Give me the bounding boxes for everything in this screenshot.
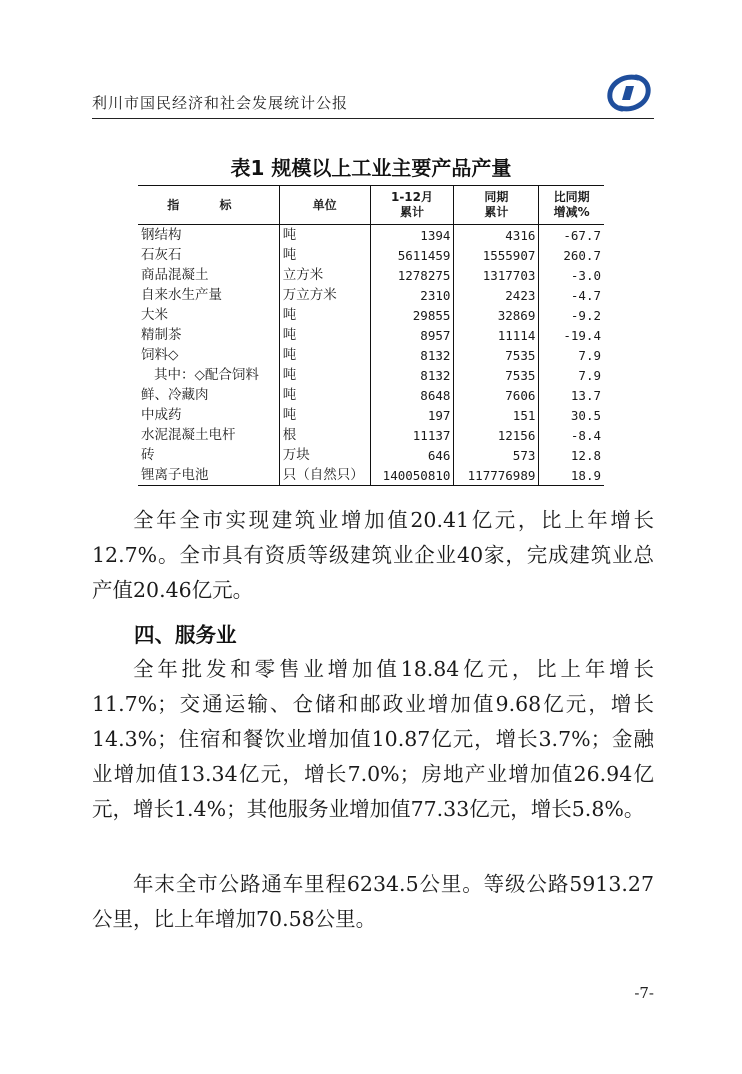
table-row — [138, 305, 604, 325]
cell-prior: 11114 — [454, 325, 539, 345]
cell-current: 140050810 — [370, 465, 454, 486]
table-row — [138, 325, 604, 345]
cell-current: 1394 — [370, 225, 454, 246]
cell-prior: 7535 — [454, 345, 539, 365]
cell-change: 7.9 — [539, 345, 604, 365]
table-row — [138, 465, 604, 486]
cell-prior: 1555907 — [454, 245, 539, 265]
table-row — [138, 405, 604, 425]
cell-unit: 吨 — [279, 325, 370, 345]
table-title: 表1 规模以上工业主要产品产量 — [230, 156, 512, 180]
cell-prior: 32869 — [454, 305, 539, 325]
table-row — [138, 345, 604, 365]
statistics-bureau-logo-icon — [604, 72, 654, 114]
column-header-change: 比同期 增减% — [539, 186, 604, 225]
table-header-row — [138, 186, 604, 225]
cell-change: 260.7 — [539, 245, 604, 265]
cell-indicator: 砖 — [141, 446, 155, 463]
cell-unit: 吨 — [279, 225, 370, 246]
cell-change: -9.2 — [539, 305, 604, 325]
roads-paragraph: 年末全市公路通车里程6234.5公里。等级公路5913.27公里，比上年增加70.58公里。 — [92, 872, 654, 931]
cell-unit: 吨 — [279, 305, 370, 325]
cell-change: -3.0 — [539, 265, 604, 285]
cell-prior: 1317703 — [454, 265, 539, 285]
header-rule — [92, 118, 654, 119]
cell-indicator: 中成药 — [141, 406, 182, 423]
page-number: -7- — [634, 984, 654, 1002]
cell-current: 8132 — [370, 365, 454, 385]
cell-prior: 117776989 — [454, 465, 539, 486]
cell-prior: 7606 — [454, 385, 539, 405]
table-row — [138, 365, 604, 385]
column-header-unit: 单位 — [279, 186, 370, 225]
report-title: 利川市国民经济和社会发展统计公报 — [92, 94, 349, 112]
cell-change: -4.7 — [539, 285, 604, 305]
cell-indicator: 饲料◇ — [141, 346, 179, 363]
cell-indicator: 水泥混凝土电杆 — [141, 426, 236, 443]
cell-change: -19.4 — [539, 325, 604, 345]
cell-indicator: 鲜、冷藏肉 — [141, 386, 209, 403]
cell-current: 8132 — [370, 345, 454, 365]
cell-unit: 万块 — [279, 445, 370, 465]
cell-change: -8.4 — [539, 425, 604, 445]
cell-unit: 吨 — [279, 345, 370, 365]
cell-prior: 2423 — [454, 285, 539, 305]
cell-change: 13.7 — [539, 385, 604, 405]
cell-prior: 151 — [454, 405, 539, 425]
production-table — [138, 185, 604, 486]
report-header — [92, 86, 654, 118]
cell-change: 7.9 — [539, 365, 604, 385]
cell-indicator: 精制茶 — [141, 326, 182, 343]
table-row — [138, 245, 604, 265]
cell-unit: 吨 — [279, 385, 370, 405]
column-header-indicator: 指 标 — [138, 186, 279, 225]
cell-unit: 吨 — [279, 405, 370, 425]
table-row — [138, 445, 604, 465]
cell-change: 12.8 — [539, 445, 604, 465]
table-row — [138, 285, 604, 305]
cell-change: 18.9 — [539, 465, 604, 486]
cell-indicator: 大米 — [141, 306, 168, 323]
section-heading-services: 四、服务业 — [134, 623, 237, 647]
table-row — [138, 265, 604, 285]
services-paragraph: 全年批发和零售业增加值18.84亿元，比上年增长11.7%；交通运输、仓储和邮政业增加值9.68亿元，增长14.3%；住宿和餐饮业增加值10.87亿元，增长3.7%；金融业增加值13.34亿元，增长7.0%；房地产业增加值26.94亿元，增长1.4%；其他服务业增加值77.33亿元，增长5.8%。 — [92, 657, 654, 821]
cell-change: -67.7 — [539, 225, 604, 246]
cell-indicator: 自来水生产量 — [141, 286, 222, 303]
cell-unit: 立方米 — [279, 265, 370, 285]
table-row — [138, 225, 604, 246]
table-body — [138, 225, 604, 486]
cell-change: 30.5 — [539, 405, 604, 425]
cell-prior: 7535 — [454, 365, 539, 385]
cell-unit: 万立方米 — [279, 285, 370, 305]
cell-indicator: 石灰石 — [141, 246, 182, 263]
cell-unit: 只（自然只） — [279, 465, 370, 486]
table-row — [138, 385, 604, 405]
cell-prior: 573 — [454, 445, 539, 465]
cell-current: 11137 — [370, 425, 454, 445]
cell-current: 646 — [370, 445, 454, 465]
cell-unit: 根 — [279, 425, 370, 445]
column-header-current: 1-12月 累计 — [370, 186, 454, 225]
cell-current: 8957 — [370, 325, 454, 345]
cell-current: 8648 — [370, 385, 454, 405]
cell-current: 1278275 — [370, 265, 454, 285]
cell-indicator: 锂离子电池 — [138, 465, 279, 486]
cell-prior: 4316 — [454, 225, 539, 246]
cell-current: 29855 — [370, 305, 454, 325]
cell-prior: 12156 — [454, 425, 539, 445]
construction-paragraph: 全年全市实现建筑业增加值20.41亿元，比上年增长12.7%。全市具有资质等级建筑业企业40家，完成建筑业总产值20.46亿元。 — [92, 508, 654, 602]
cell-current: 197 — [370, 405, 454, 425]
column-header-prior: 同期 累计 — [454, 186, 539, 225]
cell-unit: 吨 — [279, 365, 370, 385]
cell-current: 2310 — [370, 285, 454, 305]
cell-current: 5611459 — [370, 245, 454, 265]
cell-indicator: 其中：◇配合饲料 — [154, 366, 259, 383]
cell-indicator: 商品混凝土 — [141, 266, 209, 283]
cell-indicator: 钢结构 — [141, 226, 182, 243]
cell-unit: 吨 — [279, 245, 370, 265]
table-row — [138, 425, 604, 445]
